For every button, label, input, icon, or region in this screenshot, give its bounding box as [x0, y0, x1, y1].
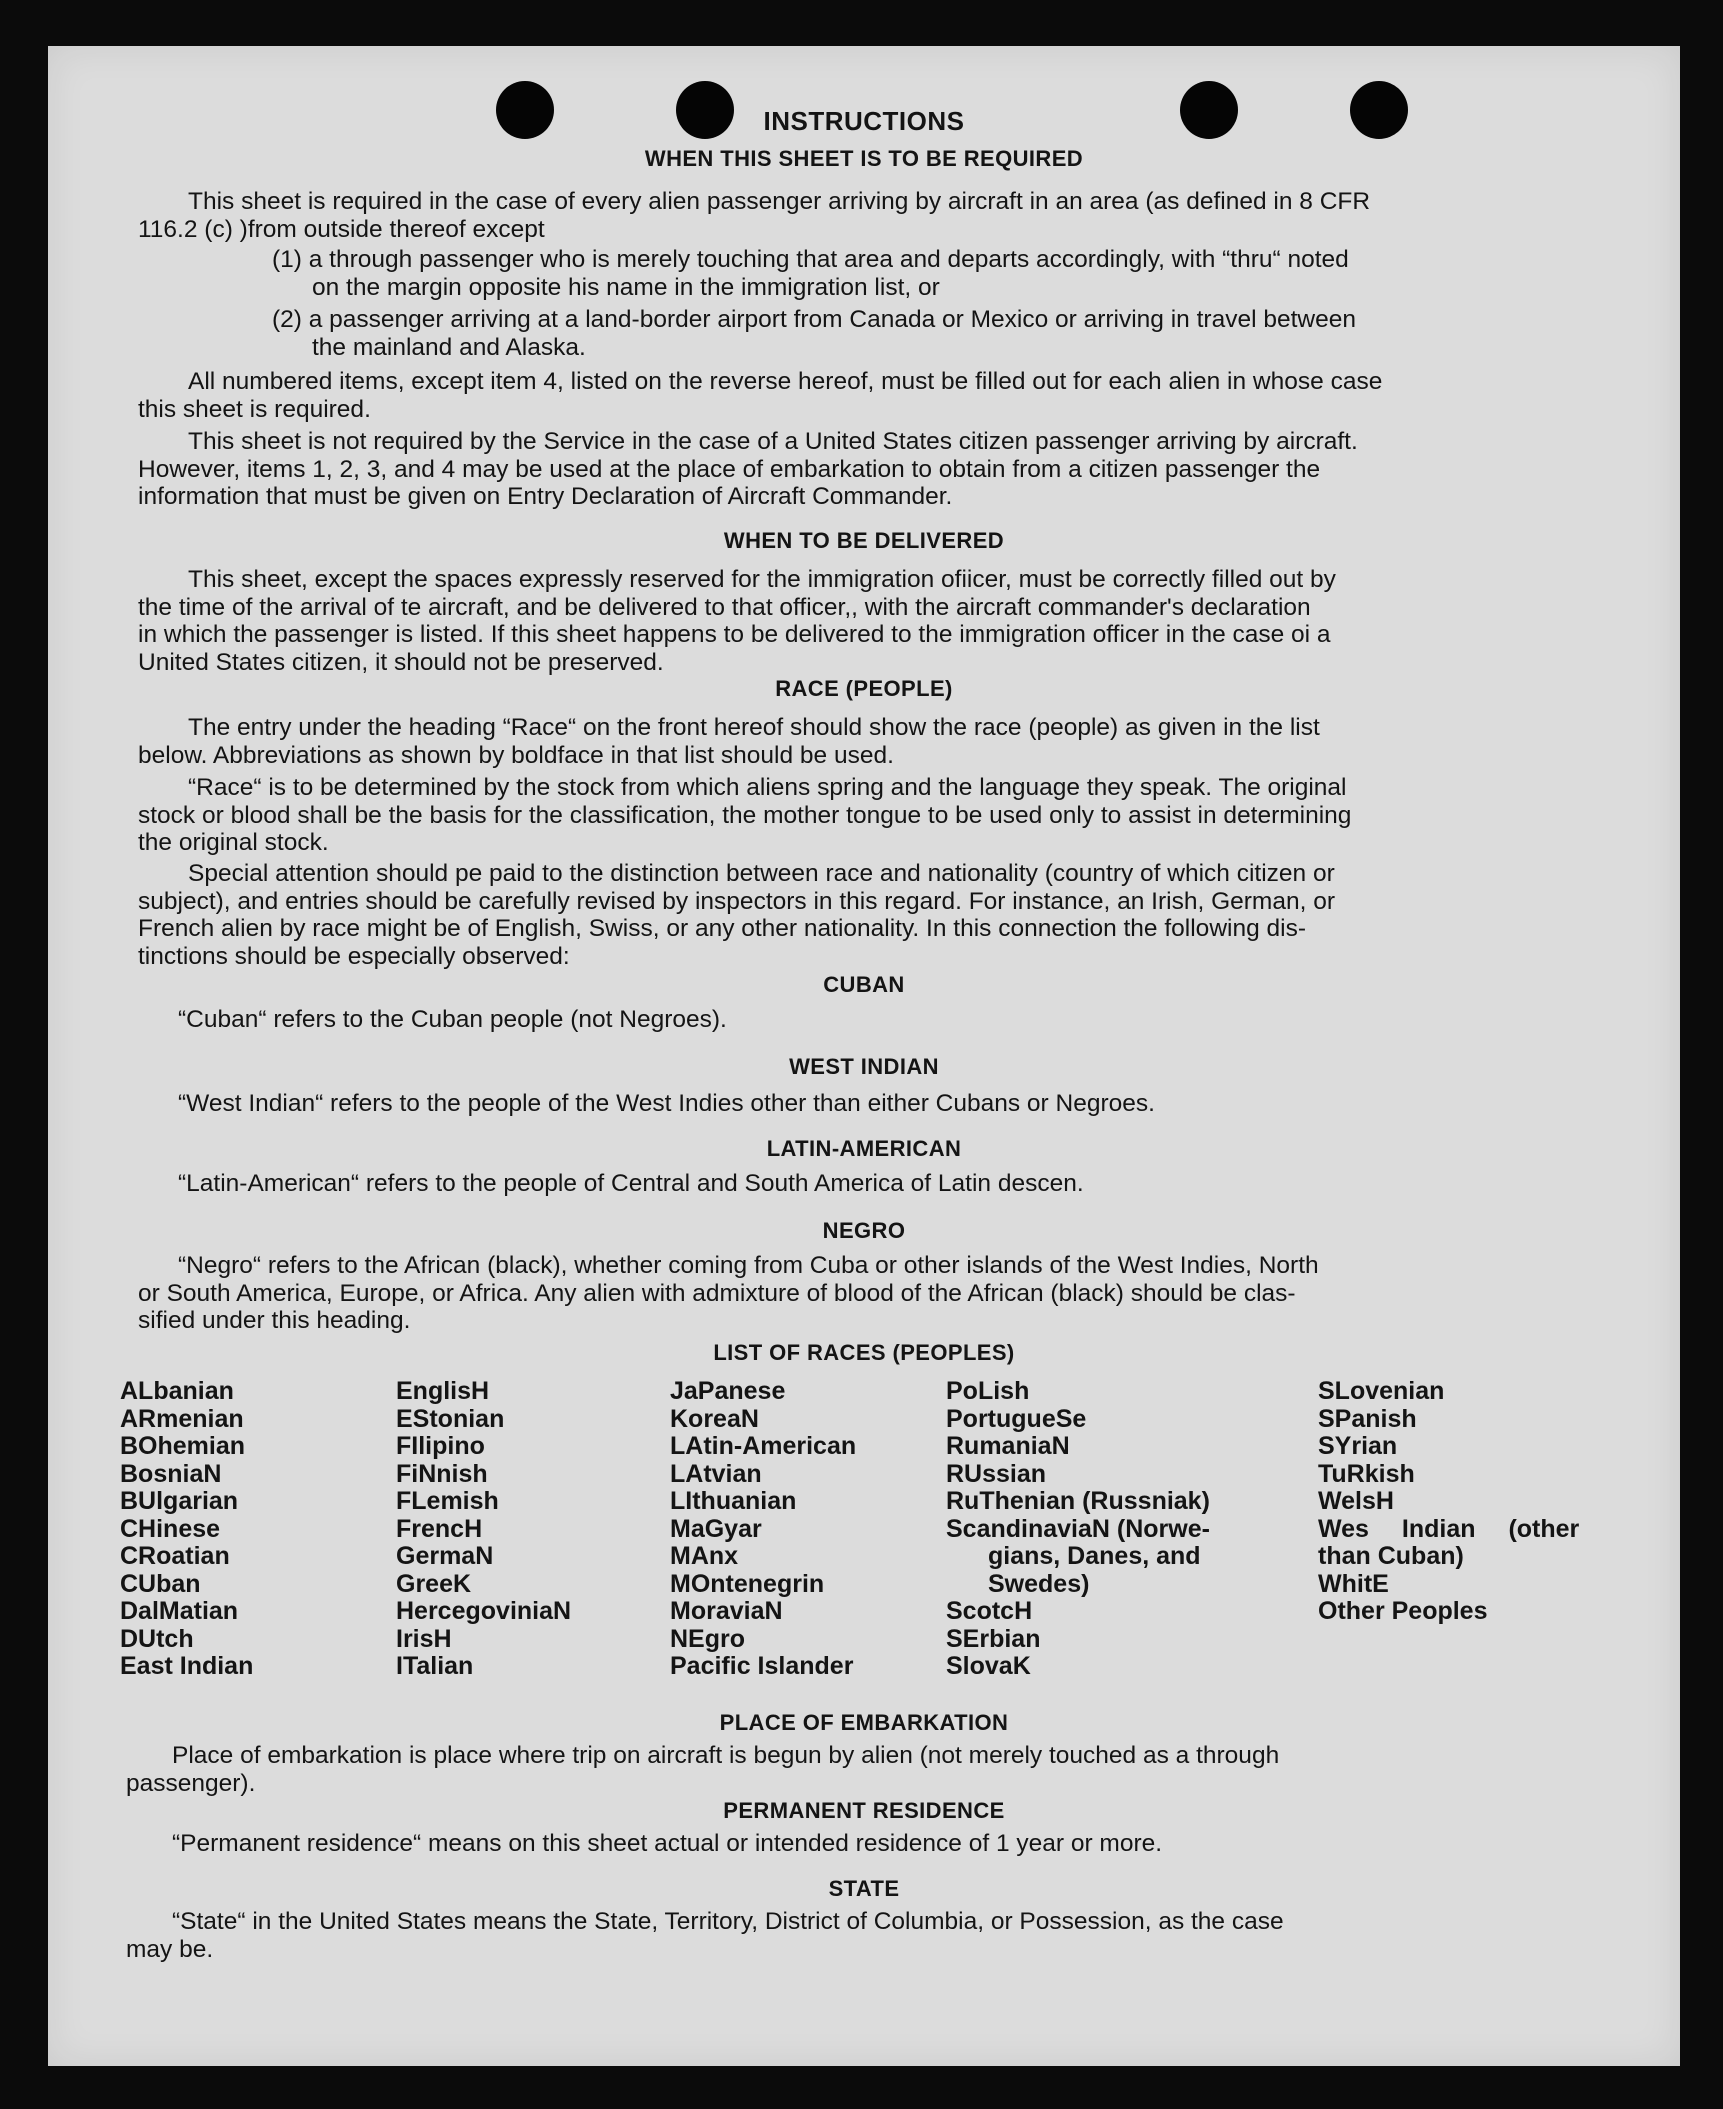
race-entry: RuThenian (Russniak) — [946, 1487, 1210, 1515]
race-entry: CHinese — [120, 1514, 221, 1543]
races-column-3 — [670, 1378, 856, 1681]
definition-residence: “Permanent residence“ means on this sheet actual or intended residence of 1 year or more. — [172, 1830, 1163, 1857]
race-entry: FiNnish — [396, 1459, 488, 1488]
race-entry: FrencH — [396, 1514, 483, 1543]
race-entry: LAtvian — [670, 1459, 762, 1488]
heading-latin-american: LATIN-AMERICAN — [766, 1136, 962, 1161]
race-entry: RumaniaN — [946, 1432, 1070, 1460]
races-column-1 — [120, 1378, 253, 1681]
paragraph-race-stock: “Race“ is to be determined by the stock from which aliens spring and the language they speak. The original stock or blood shall be the basis for the classification, the mother tongue to be used only to assist in determining the original stock. — [138, 774, 1352, 856]
races-column-5 — [1318, 1378, 1579, 1626]
race-entry: PortugueSe — [946, 1404, 1087, 1433]
heading-race: RACE (PEOPLE) — [775, 676, 953, 701]
race-entry: ScandinaviaN (Norwe- — [946, 1514, 1210, 1543]
definition-cuban: “Cuban“ refers to the Cuban people (not Negroes). — [178, 1006, 727, 1033]
paragraph-citizen: This sheet is not required by the Service in the case of a United States citizen passenger arriving by aircraft. However, items 1, 2, 3, and 4 may be used at the place of embarkation to obtain from a citizen passenger the information that must be given on Entry Declaration of Aircraft Commander. — [138, 428, 1358, 510]
race-entry: MoraviaN — [670, 1597, 783, 1625]
paragraph-required: This sheet is required in the case of every alien passenger arriving by aircraft in an area (as defined in 8 CFR 116.2 (c) )from outside thereof except — [138, 188, 1371, 243]
heading-cuban: CUBAN — [823, 972, 905, 997]
race-entry: IrisH — [396, 1624, 452, 1653]
heading-list-of-races: LIST OF RACES (PEOPLES) — [713, 1340, 1015, 1365]
race-entry: PoLish — [946, 1377, 1030, 1405]
exception-item-1: (1) a through passenger who is merely touching that area and departs accordingly, with “thru“ noted on the margin opposite his name in the immigration list, or — [272, 246, 1349, 301]
heading-permanent-residence: PERMANENT RESIDENCE — [723, 1798, 1005, 1823]
races-column-2 — [396, 1378, 571, 1681]
race-entry: ITalian — [396, 1652, 474, 1680]
race-entry: gians, Danes, and — [988, 1542, 1201, 1570]
race-entry: DUtch — [120, 1624, 194, 1653]
race-entry: SLovenian — [1318, 1377, 1445, 1405]
heading-west-indian: WEST INDIAN — [789, 1054, 939, 1079]
race-entry: Swedes) — [988, 1569, 1090, 1598]
page-title: INSTRUCTIONS — [763, 106, 965, 136]
race-entry: SPanish — [1318, 1404, 1417, 1433]
instruction-sheet — [48, 46, 1680, 2066]
race-entry: WelsH — [1318, 1487, 1394, 1515]
race-entry: KoreaN — [670, 1404, 759, 1433]
heading-negro: NEGRO — [822, 1218, 906, 1243]
race-entry: RUssian — [946, 1459, 1047, 1488]
race-entry: CUban — [120, 1569, 201, 1598]
race-entry: BOhemian — [120, 1432, 246, 1460]
definition-embarkation: Place of embarkation is place where trip on aircraft is begun by alien (not merely touched as a through passenger). — [126, 1742, 1280, 1797]
heading-when-required: WHEN THIS SHEET IS TO BE REQUIRED — [644, 146, 1084, 171]
definition-west-indian: “West Indian“ refers to the people of the West Indies other than either Cubans or Negroes. — [178, 1090, 1155, 1117]
definition-latin-american: “Latin-American“ refers to the people of Central and South America of Latin descen. — [178, 1170, 1084, 1197]
heading-when-delivered: WHEN TO BE DELIVERED — [723, 528, 1005, 553]
heading-state: STATE — [828, 1876, 900, 1901]
race-entry: WhitE — [1318, 1569, 1389, 1598]
race-entry: BUlgarian — [120, 1487, 239, 1515]
race-entry: LIthuanian — [670, 1487, 797, 1515]
paragraph-race-nationality: Special attention should pe paid to the distinction between race and nationality (country of which citizen or subject), and entries should be carefully revised by inspectors in this regard. For instance, an Irish, German, or French alien by race might be of English, Swiss, or any other nationality. In this connection the following dis- tinctions should be especially observed: — [138, 860, 1335, 970]
race-entry: SlovaK — [946, 1652, 1031, 1680]
race-entry: LAtin-American — [670, 1432, 857, 1460]
race-entry: ScotcH — [946, 1597, 1033, 1625]
race-entry: EStonian — [396, 1404, 505, 1433]
heading-place-of-embarkation: PLACE OF EMBARKATION — [719, 1710, 1009, 1735]
race-entry: Wes Indian (other — [1318, 1514, 1580, 1543]
race-entry: MAnx — [670, 1542, 739, 1570]
race-entry: Pacific Islander — [670, 1652, 854, 1680]
race-entry: NEgro — [670, 1624, 745, 1653]
race-entry: GreeK — [396, 1569, 472, 1598]
definition-state: “State“ in the United States means the State, Territory, District of Columbia, or Possession, as the case may be. — [126, 1908, 1284, 1963]
paragraph-race-entry: The entry under the heading “Race“ on the front hereof should show the race (people) as given in the list below. Abbreviations as shown by boldface in that list should be used. — [138, 714, 1320, 769]
race-entry: BosniaN — [120, 1459, 222, 1488]
race-entry: FIlipino — [396, 1432, 485, 1460]
race-entry: ARmenian — [120, 1404, 244, 1433]
race-entry: East Indian — [120, 1652, 254, 1680]
race-entry: MOntenegrin — [670, 1569, 825, 1598]
exception-item-2: (2) a passenger arriving at a land-border airport from Canada or Mexico or arriving in travel between the mainland and Alaska. — [272, 306, 1356, 361]
races-column-4 — [946, 1378, 1210, 1681]
race-entry: Other Peoples — [1318, 1597, 1488, 1625]
paragraph-delivered: This sheet, except the spaces expressly reserved for the immigration ofiicer, must be correctly filled out by the time of the arrival of te aircraft, and be delivered to that officer,, with the aircraft commander's declaration in which the passenger is listed. If this sheet happens to be delivered to the immigration officer in the case oi a United States citizen, it should not be preserved. — [138, 566, 1336, 676]
race-entry: EnglisH — [396, 1377, 490, 1405]
race-entry: JaPanese — [670, 1377, 786, 1405]
race-entry: DalMatian — [120, 1597, 239, 1625]
definition-negro: “Negro“ refers to the African (black), whether coming from Cuba or other islands of the West Indies, North or South America, Europe, or Africa. Any alien with admixture of blood of the African (black) should be clas- sified under this heading. — [138, 1252, 1319, 1334]
race-entry: CRoatian — [120, 1542, 230, 1570]
race-entry: HercegoviniaN — [396, 1597, 572, 1625]
race-entry: TuRkish — [1318, 1459, 1415, 1488]
race-entry: MaGyar — [670, 1514, 762, 1543]
race-entry: SYrian — [1318, 1432, 1398, 1460]
paragraph-numbered-items: All numbered items, except item 4, listed on the reverse hereof, must be filled out for each alien in whose case this sheet is required. — [138, 368, 1383, 423]
race-entry: GermaN — [396, 1542, 494, 1570]
race-entry: FLemish — [396, 1487, 499, 1515]
race-entry: ALbanian — [120, 1377, 234, 1405]
race-entry: than Cuban) — [1318, 1542, 1464, 1570]
race-entry: SErbian — [946, 1624, 1041, 1653]
